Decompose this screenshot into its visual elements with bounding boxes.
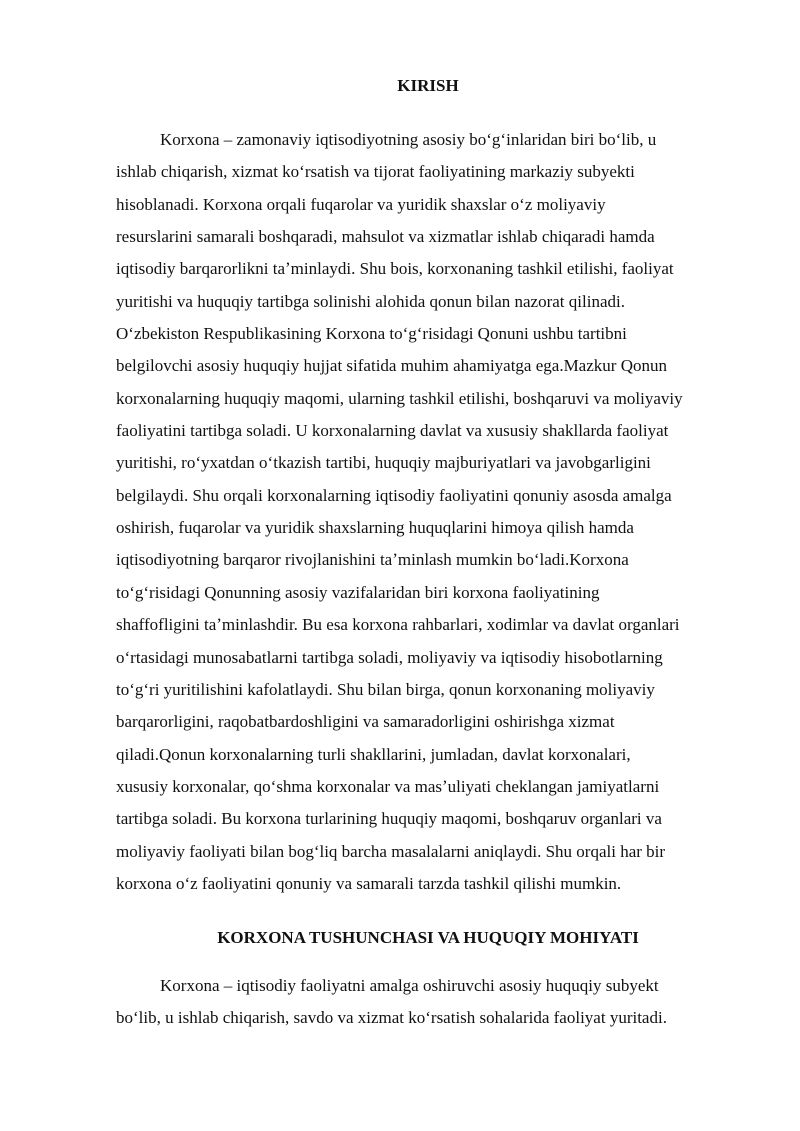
intro-paragraph [116, 124, 742, 900]
section-paragraph [116, 970, 742, 1035]
paragraph-line: tartibga soladi. Bu korxona turlarining huquqiy maqomi, boshqaruv organlari va [116, 809, 662, 829]
paragraph-line: barqarorligini, raqobatbardoshligini va samaradorligini oshirishga xizmat [116, 712, 615, 732]
paragraph-line: korxona oʻz faoliyatini qonuniy va samarali tarzda tashkil qilishi mumkin. [116, 873, 622, 893]
paragraph-line: ishlab chiqarish, xizmat koʻrsatish va tijorat faoliyatining markaziy subyekti [116, 162, 635, 182]
paragraph-line: Korxona – zamonaviy iqtisodiyotning asosiy boʻgʻinlaridan biri boʻlib, u [160, 130, 657, 149]
paragraph-line: iqtisodiyotning barqaror rivojlanishini taʼminlash mumkin boʻladi.Korxona [116, 550, 629, 570]
paragraph-line: qiladi.Qonun korxonalarning turli shakllarini, jumladan, davlat korxonalari, [116, 744, 631, 764]
paragraph-line: yuritishi, roʻyxatdan oʻtkazish tartibi, huquqiy majburiyatlari va javobgarligini [116, 453, 651, 473]
paragraph-line: Korxona – iqtisodiy faoliyatni amalga oshiruvchi asosiy huquqiy subyekt [160, 976, 659, 995]
paragraph-line: belgilaydi. Shu orqali korxonalarning iqtisodiy faoliyatini qonuniy asosda amalga [116, 485, 672, 505]
paragraph-line: faoliyatini tartibga soladi. U korxonalarning davlat va xususiy shakllarda faoliyat [116, 421, 669, 441]
paragraph-line: yuritishi va huquqiy tartibga solinishi alohida qonun bilan nazorat qilinadi. [116, 291, 625, 311]
paragraph-line: korxonalarning huquqiy maqomi, ularning tashkil etilishi, boshqaruvi va moliyaviy [116, 388, 683, 408]
paragraph-line: resurslarini samarali boshqaradi, mahsulot va xizmatlar ishlab chiqaradi hamda [116, 227, 655, 247]
section-heading: KORXONA TUSHUNCHASI VA HUQUQIY MOHIYATI [217, 928, 639, 947]
paragraph-line: oshirish, fuqarolar va yuridik shaxslarning huquqlarini himoya qilish hamda [116, 518, 634, 538]
paragraph-line: hisoblanadi. Korxona orqali fuqarolar va yuridik shaxslar oʻz moliyaviy [116, 194, 606, 214]
paragraph-line: xususiy korxonalar, qoʻshma korxonalar va masʼuliyati cheklangan jamiyatlarni [116, 776, 660, 796]
paragraph-line: Oʻzbekiston Respublikasining Korxona toʻgʻrisidagi Qonuni ushbu tartibni [116, 324, 627, 344]
paragraph-line: belgilovchi asosiy huquqiy hujjat sifatida muhim ahamiyatga ega.Mazkur Qonun [116, 356, 667, 376]
paragraph-line: iqtisodiy barqarorlikni taʼminlaydi. Shu bois, korxonaning tashkil etilishi, faoliyat [116, 259, 674, 279]
paragraph-line: toʻgʻri yuritilishini kafolatlaydi. Shu bilan birga, qonun korxonaning moliyaviy [116, 679, 655, 699]
paragraph-line: toʻgʻrisidagi Qonunning asosiy vazifalaridan biri korxona faoliyatining [116, 582, 600, 602]
paragraph-line: boʻlib, u ishlab chiqarish, savdo va xizmat koʻrsatish sohalarida faoliyat yuritadi. [116, 1008, 667, 1028]
paragraph-line: oʻrtasidagi munosabatlarni tartibga soladi, moliyaviy va iqtisodiy hisobotlarning [116, 647, 663, 667]
paragraph-line: shaffofligini taʼminlashdir. Bu esa korxona rahbarlari, xodimlar va davlat organlari [116, 615, 680, 635]
paragraph-line: moliyaviy faoliyati bilan bogʻliq barcha masalalarni aniqlaydi. Shu orqali har bir [116, 841, 666, 861]
intro-heading: KIRISH [397, 76, 459, 95]
